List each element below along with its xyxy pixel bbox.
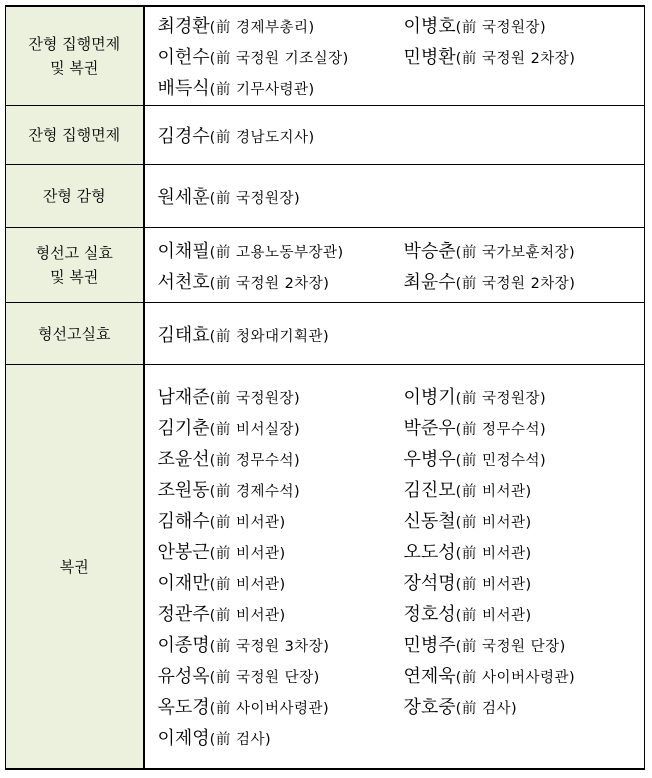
- category-label: 형선고실효: [38, 324, 111, 343]
- person-name: 김경수: [157, 125, 210, 147]
- person-entry: [158, 43, 404, 69]
- person-name: 이제영: [157, 728, 210, 750]
- category-cell: [6, 6, 144, 105]
- person-name: 장호중: [403, 697, 456, 719]
- name-line: [158, 412, 639, 443]
- person-name: 신동철: [403, 511, 456, 533]
- person-name: 김진모: [403, 480, 456, 502]
- person-name: 박준우: [403, 418, 456, 440]
- person-former-title: (前 국가보훈처장): [455, 244, 576, 261]
- person-entry: [404, 662, 576, 688]
- name-line: [158, 567, 639, 598]
- name-line: [158, 443, 639, 474]
- names-cell: [144, 6, 645, 105]
- name-line: [158, 265, 639, 296]
- person-former-title: (前 검사): [455, 701, 518, 718]
- person-name: 김기춘: [157, 418, 210, 440]
- category-label: 잔형 집행면제: [28, 125, 121, 144]
- person-entry: [158, 237, 404, 263]
- name-line: [158, 598, 639, 629]
- category-cell: [6, 365, 144, 769]
- person-former-title: (前 비서실장): [209, 422, 301, 439]
- person-name: 배득식: [157, 77, 210, 99]
- category-label: 잔형 감형: [42, 186, 106, 205]
- person-entry: [158, 321, 404, 347]
- name-line: [158, 629, 639, 660]
- person-name: 이헌수: [157, 46, 210, 68]
- person-former-title: (前 국정원 3차장): [209, 639, 330, 656]
- name-line: [158, 474, 639, 505]
- person-former-title: (前 비서관): [209, 515, 286, 532]
- person-name: 안봉근: [157, 542, 210, 564]
- person-name: 장석명: [403, 573, 456, 595]
- name-line: [158, 691, 639, 722]
- person-entry: [158, 476, 404, 502]
- person-former-title: (前 경제수석): [209, 484, 301, 501]
- table-row: [6, 365, 645, 769]
- names-cell: [144, 105, 645, 164]
- person-entry: [404, 445, 547, 471]
- person-former-title: (前 경제부총리): [209, 19, 315, 36]
- person-entry: [158, 600, 404, 626]
- person-name: 오도성: [403, 542, 456, 564]
- person-name: 김해수: [157, 511, 210, 533]
- person-name: 박승춘: [403, 240, 456, 262]
- person-former-title: (前 국정원 2차장): [455, 275, 576, 292]
- category-label: 복권: [59, 557, 89, 576]
- person-former-title: (前 국정원 2차장): [209, 275, 330, 292]
- name-line: [158, 660, 639, 691]
- table-row: [6, 303, 645, 365]
- name-line: [158, 234, 639, 265]
- person-name: 정관주: [157, 604, 210, 626]
- person-former-title: (前 국정원장): [455, 391, 547, 408]
- person-former-title: (前 국정원 2차장): [455, 50, 576, 67]
- person-entry: [404, 476, 532, 502]
- names-cell: [144, 365, 645, 769]
- person-entry: [404, 12, 547, 38]
- name-line: [158, 40, 639, 71]
- name-line: [158, 71, 639, 102]
- person-entry: [158, 445, 404, 471]
- name-line: [158, 381, 639, 412]
- person-entry: [404, 268, 576, 294]
- person-entry: [158, 693, 404, 719]
- person-entry: [158, 183, 404, 209]
- name-line: [158, 180, 639, 211]
- person-name: 민병주: [403, 635, 456, 657]
- person-entry: [158, 507, 404, 533]
- person-entry: [158, 12, 404, 38]
- person-former-title: (前 비서관): [455, 577, 532, 594]
- person-name: 우병우: [403, 449, 456, 471]
- person-name: 민병환: [403, 46, 456, 68]
- person-former-title: (前 기무사령관): [209, 81, 315, 98]
- person-former-title: (前 비서관): [209, 577, 286, 594]
- person-entry: [158, 74, 404, 100]
- category-cell: [6, 105, 144, 164]
- name-line: [158, 119, 639, 150]
- person-former-title: (前 국정원장): [209, 391, 301, 408]
- person-entry: [404, 507, 532, 533]
- person-former-title: (前 정무수석): [455, 422, 547, 439]
- person-entry: [404, 538, 532, 564]
- category-label: 잔형 집행면제: [28, 34, 121, 53]
- person-name: 서천호: [157, 271, 210, 293]
- person-former-title: (前 국정원장): [209, 190, 301, 207]
- person-name: 정호성: [403, 604, 456, 626]
- person-name: 유성옥: [157, 666, 210, 688]
- person-entry: [158, 383, 404, 409]
- table-row: [6, 228, 645, 303]
- names-cell: [144, 164, 645, 227]
- person-entry: [404, 414, 547, 440]
- person-entry: [158, 268, 404, 294]
- category-label: 형선고 실효: [35, 244, 113, 263]
- person-former-title: (前 국정원장): [455, 19, 547, 36]
- name-line: [158, 9, 639, 40]
- category-cell: [6, 303, 144, 365]
- names-cell: [144, 303, 645, 365]
- person-name: 이병호: [403, 15, 456, 37]
- person-name: 조원동: [157, 480, 210, 502]
- person-name: 최윤수: [403, 271, 456, 293]
- person-former-title: (前 비서관): [209, 608, 286, 625]
- category-cell: [6, 164, 144, 227]
- person-former-title: (前 사이버사령관): [209, 701, 330, 718]
- category-cell: [6, 228, 144, 303]
- person-entry: [404, 569, 532, 595]
- person-former-title: (前 비서관): [209, 546, 286, 563]
- names-cell: [144, 228, 645, 303]
- person-entry: [158, 724, 404, 750]
- person-former-title: (前 비서관): [455, 546, 532, 563]
- person-entry: [158, 631, 404, 657]
- person-name: 조윤선: [157, 449, 210, 471]
- person-entry: [158, 569, 404, 595]
- person-name: 남재준: [157, 387, 210, 409]
- person-former-title: (前 고용노동부장관): [209, 244, 344, 261]
- name-line: [158, 505, 639, 536]
- person-name: 원세훈: [157, 186, 210, 208]
- name-line: [158, 722, 639, 753]
- person-name: 이재만: [157, 573, 210, 595]
- person-former-title: (前 국정원 기조실장): [209, 50, 349, 67]
- person-entry: [158, 538, 404, 564]
- person-name: 이채필: [157, 240, 210, 262]
- person-former-title: (前 국정원 단장): [209, 670, 320, 687]
- person-name: 최경환: [157, 15, 210, 37]
- person-former-title: (前 청와대기획관): [209, 328, 330, 345]
- person-former-title: (前 경남도지사): [209, 129, 315, 146]
- person-former-title: (前 사이버사령관): [455, 670, 576, 687]
- person-name: 이종명: [157, 635, 210, 657]
- person-entry: [404, 631, 566, 657]
- person-former-title: (前 검사): [209, 732, 272, 749]
- table-row: [6, 164, 645, 227]
- person-entry: [158, 414, 404, 440]
- name-line: [158, 318, 639, 349]
- person-entry: [158, 662, 404, 688]
- person-entry: [404, 693, 518, 719]
- pardon-list-table: [5, 5, 645, 770]
- name-line: [158, 536, 639, 567]
- person-entry: [404, 383, 547, 409]
- category-label: 및 복권: [50, 268, 99, 287]
- person-name: 연제욱: [403, 666, 456, 688]
- person-former-title: (前 비서관): [455, 608, 532, 625]
- person-entry: [404, 43, 576, 69]
- table-row: [6, 105, 645, 164]
- table-row: [6, 6, 645, 105]
- category-label: 및 복권: [50, 58, 99, 77]
- person-name: 김태효: [157, 324, 210, 346]
- person-name: 옥도경: [157, 697, 210, 719]
- person-entry: [158, 122, 404, 148]
- person-entry: [404, 237, 576, 263]
- person-name: 이병기: [403, 387, 456, 409]
- person-former-title: (前 국정원 단장): [455, 639, 566, 656]
- person-former-title: (前 정무수석): [209, 453, 301, 470]
- person-entry: [404, 600, 532, 626]
- person-former-title: (前 민정수석): [455, 453, 547, 470]
- person-former-title: (前 비서관): [455, 515, 532, 532]
- person-former-title: (前 비서관): [455, 484, 532, 501]
